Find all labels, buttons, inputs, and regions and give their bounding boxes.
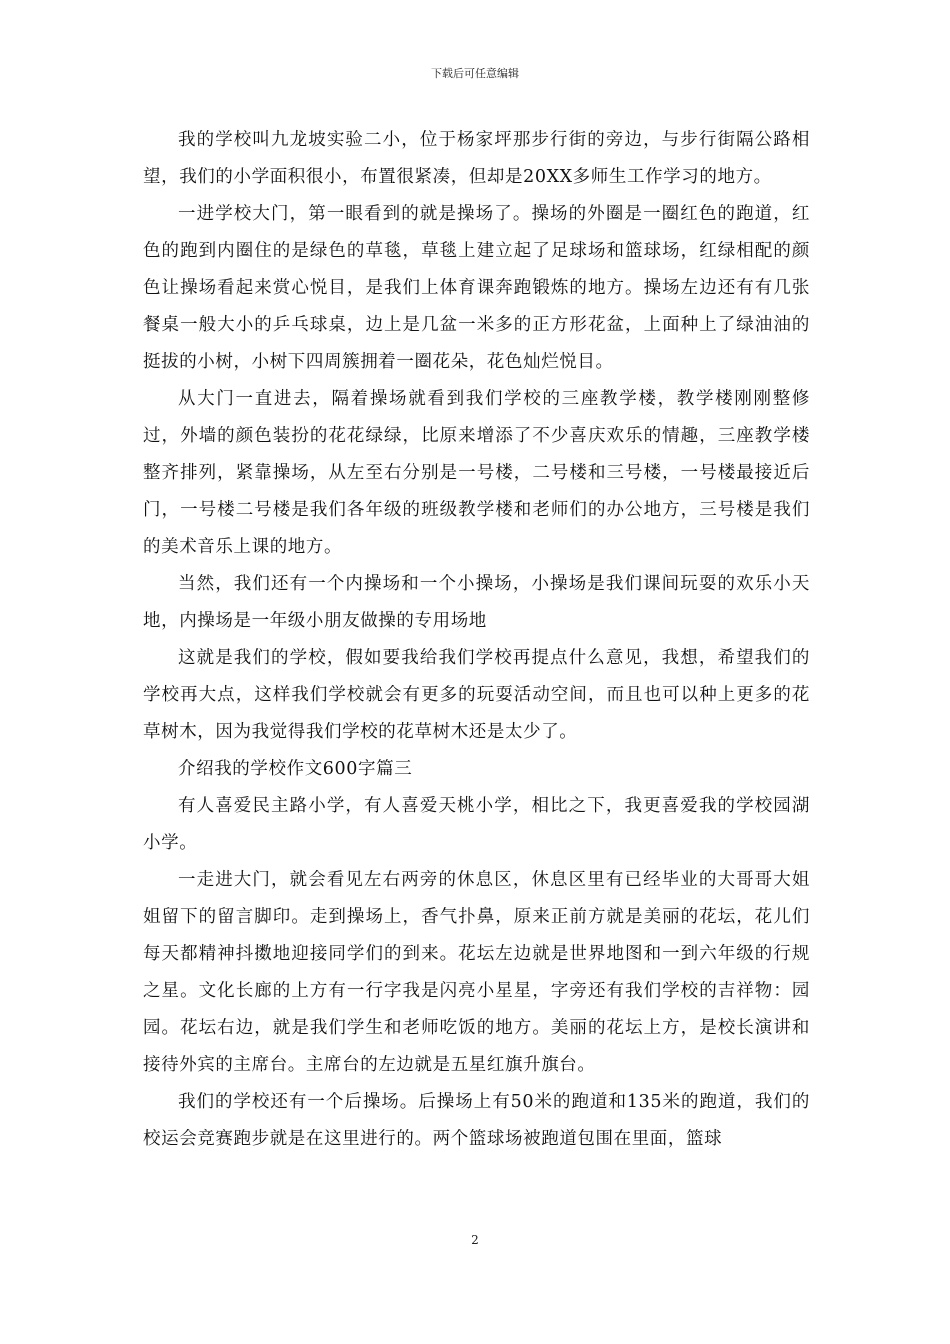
paragraph-intro-school: 有人喜爱民主路小学，有人喜爱天桃小学，相比之下，我更喜爱我的学校园湖小学。	[143, 796, 810, 853]
page-header: 下载后可任意编辑	[431, 67, 519, 80]
paragraph-back-playground: 我们的学校还有一个后操场。后操场上有50米的跑道和135米的跑道，我们的校运会竞赛跑步就是在这里进行的。两个篮球场被跑道包围在里面，篮球	[143, 1092, 810, 1149]
paragraph-entrance: 一走进大门，就会看见左右两旁的休息区，休息区里有已经毕业的大哥哥大姐姐留下的留言脚印。走到操场上，香气扑鼻，原来正前方就是美丽的花坛，花儿们每天都精神抖擞地迎接同学们的到来。花坛左边就是世界地图和一到六年级的行规之星。文化长廊的上方有一行字我是闪亮小星星，字旁还有我们学校的吉祥物：园园。花坛右边，就是我们学生和老师吃饭的地方。美丽的花坛上方，是校长演讲和接待外宾的主席台。主席台的左边就是五星红旗升旗台。	[143, 870, 810, 1075]
paragraph-playground: 一进学校大门，第一眼看到的就是操场了。操场的外圈是一圈红色的跑道，红色的跑到内圈住的是绿色的草毯，草毯上建立起了足球场和篮球场，红绿相配的颜色让操场看起来赏心悦目，是我们上体育课奔跑锻炼的地方。操场左边还有有几张餐桌一般大小的乒乓球桌，边上是几盆一米多的正方形花盆，上面种上了绿油油的挺拔的小树，小树下四周簇拥着一圈花朵，花色灿烂悦目。	[143, 204, 810, 372]
page-number: 2	[471, 1233, 479, 1247]
section-heading: 介绍我的学校作文600字篇三	[178, 759, 413, 779]
paragraph-suggestion: 这就是我们的学校，假如要我给我们学校再提点什么意见，我想，希望我们的学校再大点，这样我们学校就会有更多的玩耍活动空间，而且也可以种上更多的花草树木，因为我觉得我们学校的花草树木还是太少了。	[143, 648, 810, 742]
paragraph-school-location: 我的学校叫九龙坡实验二小，位于杨家坪那步行街的旁边，与步行街隔公路相望，我们的小学面积很小，布置很紧凑，但却是20XX多师生工作学习的地方。	[143, 130, 810, 187]
paragraph-inner-playground: 当然，我们还有一个内操场和一个小操场，小操场是我们课间玩耍的欢乐小天地，内操场是一年级小朋友做操的专用场地	[143, 574, 810, 631]
paragraph-teaching-buildings: 从大门一直进去，隔着操场就看到我们学校的三座教学楼，教学楼刚刚整修过，外墙的颜色装扮的花花绿绿，比原来增添了不少喜庆欢乐的情趣，三座教学楼整齐排列，紧靠操场，从左至右分别是一号楼，二号楼和三号楼，一号楼最接近后门，一号楼二号楼是我们各年级的班级教学楼和老师们的办公地方，三号楼是我们的美术音乐上课的地方。	[143, 389, 810, 557]
document-body	[143, 122, 810, 1158]
